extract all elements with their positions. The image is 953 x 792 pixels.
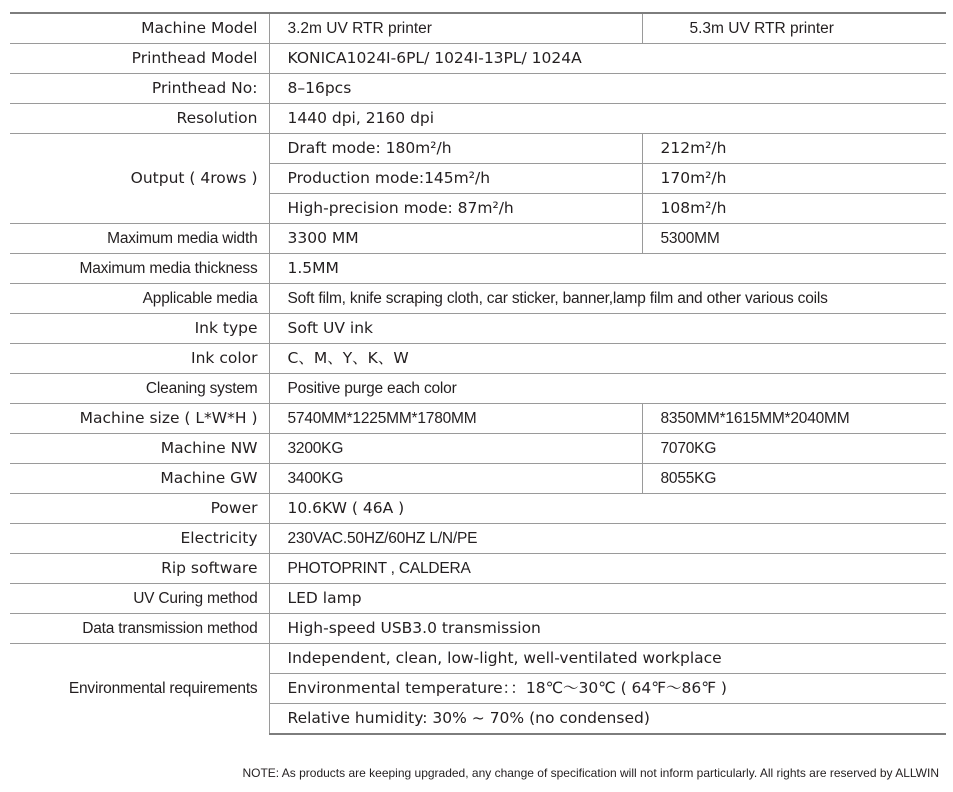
cell-value: 170m²/h — [642, 164, 946, 194]
cell-value: PHOTOPRINT , CALDERA — [269, 554, 946, 584]
cell-value: 10.6KW ( 46A ) — [269, 494, 946, 524]
row-label: Machine GW — [10, 464, 269, 494]
cell-value: Relative humidity: 30% ~ 70% (no condensed) — [269, 704, 946, 735]
cell-value: 1440 dpi, 2160 dpi — [269, 104, 946, 134]
table-row — [10, 584, 946, 614]
cell-value: Environmental temperature：：18℃～30℃ ( 64℉～86℉ ) — [269, 674, 946, 704]
table-row — [10, 74, 946, 104]
table-row — [10, 104, 946, 134]
cell-value: High-precision mode: 87m²/h — [269, 194, 642, 224]
cell-value: Soft UV ink — [269, 314, 946, 344]
row-label: Applicable media — [10, 284, 269, 314]
cell-value: KONICA1024I-6PL/ 1024I-13PL/ 1024A — [269, 44, 946, 74]
cell-value: 3400KG — [269, 464, 642, 494]
cell-value: Draft mode: 180m²/h — [269, 134, 642, 164]
spec-table-container — [10, 12, 946, 735]
cell-value: C、M、Y、K、W — [269, 344, 946, 374]
table-row — [10, 13, 946, 44]
cell-value: 212m²/h — [642, 134, 946, 164]
row-label: Maximum media thickness — [10, 254, 269, 284]
row-label: Electricity — [10, 524, 269, 554]
footer-note: NOTE: As products are keeping upgraded, any change of specification will not inform particularly. All rights are reserved by ALLWIN — [242, 766, 939, 780]
cell-value: 7070KG — [642, 434, 946, 464]
row-label: Printhead Model — [10, 44, 269, 74]
table-row — [10, 314, 946, 344]
cell-value: High-speed USB3.0 transmission — [269, 614, 946, 644]
cell-value: 230VAC.50HZ/60HZ L/N/PE — [269, 524, 946, 554]
cell-value: 5740MM*1225MM*1780MM — [269, 404, 642, 434]
row-label: Machine size ( L*W*H ) — [10, 404, 269, 434]
row-label: Resolution — [10, 104, 269, 134]
cell-value: 1.5MM — [269, 254, 946, 284]
spec-table — [10, 12, 946, 735]
table-row — [10, 44, 946, 74]
row-label: Power — [10, 494, 269, 524]
cell-value: 8–16pcs — [269, 74, 946, 104]
table-row — [10, 524, 946, 554]
table-row — [10, 284, 946, 314]
row-label: Machine Model — [10, 13, 269, 44]
row-label: Rip software — [10, 554, 269, 584]
row-label: Output ( 4rows ) — [10, 134, 269, 224]
table-row — [10, 554, 946, 584]
row-label: Machine NW — [10, 434, 269, 464]
cell-value: 3200KG — [269, 434, 642, 464]
cell-value: 5.3m UV RTR printer — [642, 13, 946, 44]
cell-value: Production mode:145m²/h — [269, 164, 642, 194]
table-row — [10, 374, 946, 404]
table-row — [10, 464, 946, 494]
row-label: Environmental requirements — [10, 644, 269, 735]
row-label: Printhead No: — [10, 74, 269, 104]
cell-value: Positive purge each color — [269, 374, 946, 404]
row-label: Maximum media width — [10, 224, 269, 254]
table-row — [10, 224, 946, 254]
cell-value: Independent, clean, low-light, well-ventilated workplace — [269, 644, 946, 674]
table-row — [10, 494, 946, 524]
table-row — [10, 434, 946, 464]
cell-value: LED lamp — [269, 584, 946, 614]
table-row — [10, 344, 946, 374]
cell-value: 108m²/h — [642, 194, 946, 224]
cell-value: 3.2m UV RTR printer — [269, 13, 642, 44]
table-row — [10, 134, 946, 164]
row-label: Cleaning system — [10, 374, 269, 404]
cell-value: 8055KG — [642, 464, 946, 494]
cell-value: Soft film, knife scraping cloth, car sticker, banner,lamp film and other various coils — [269, 284, 946, 314]
cell-value: 8350MM*1615MM*2040MM — [642, 404, 946, 434]
cell-value: 3300 MM — [269, 224, 642, 254]
table-row — [10, 404, 946, 434]
cell-value: 5300MM — [642, 224, 946, 254]
table-row — [10, 254, 946, 284]
row-label: Data transmission method — [10, 614, 269, 644]
table-row — [10, 614, 946, 644]
row-label: Ink color — [10, 344, 269, 374]
table-row — [10, 644, 946, 674]
row-label: Ink type — [10, 314, 269, 344]
row-label: UV Curing method — [10, 584, 269, 614]
